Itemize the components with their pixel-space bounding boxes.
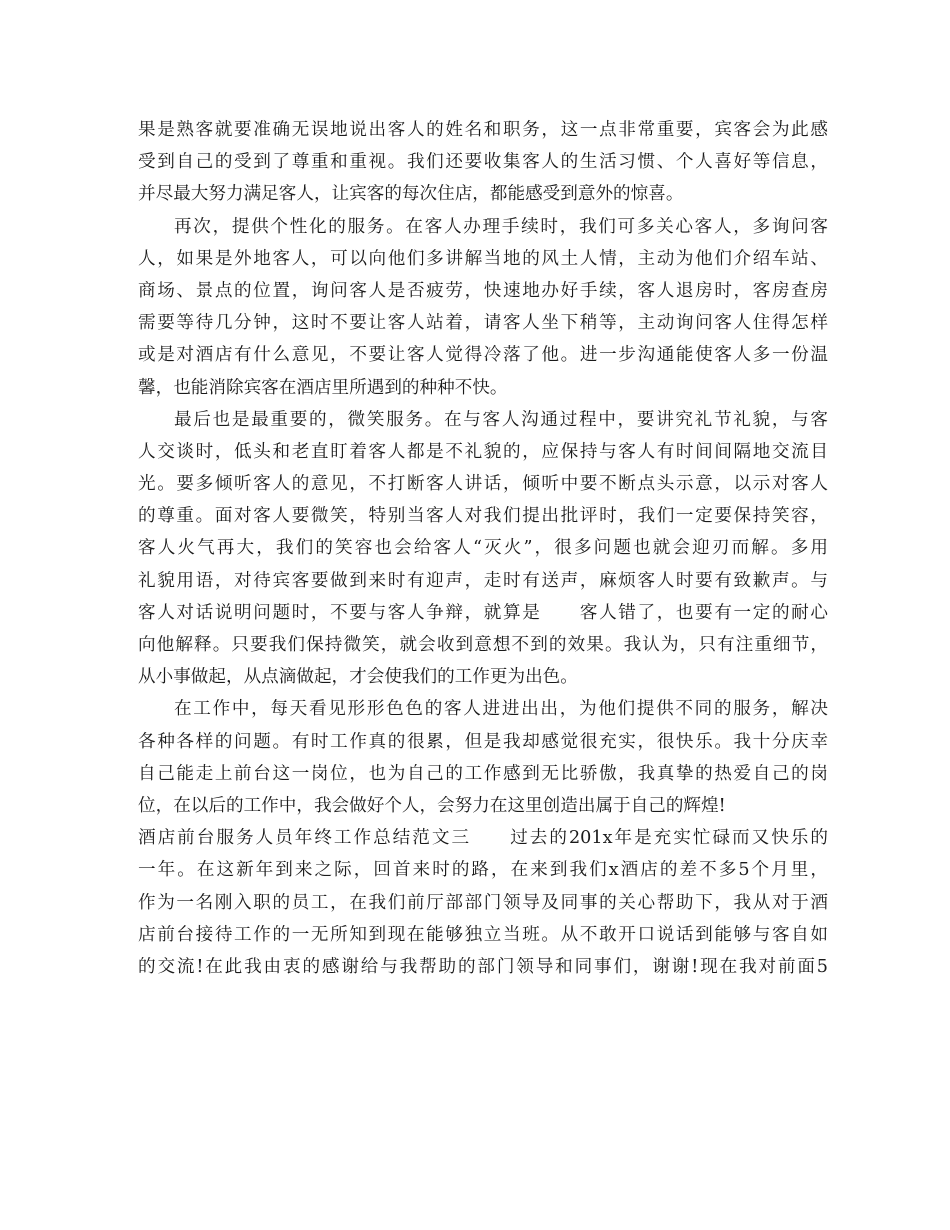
text-line: 的交流!在此我由衷的感谢给与我帮助的部门领导和同事们，谢谢!现在我对前面5 [138, 956, 828, 977]
text-line: 作为一名刚入职的员工，在我们前厅部部门领导及同事的关心帮助下，我从对于酒 [138, 892, 828, 913]
text-line: 礼貌用语，对待宾客要做到来时有迎声，走时有送声，麻烦客人时要有致歉声。与 [138, 570, 828, 591]
text-line: 客人火气再大，我们的笑容也会给客人“灭火”，很多问题也就会迎刃而解。多用 [138, 538, 828, 559]
text-line: 商场、景点的位置，询问客人是否疲劳，快速地办好手续，客人退房时，客房查房 [138, 280, 828, 301]
text-line: 最后也是最重要的，微笑服务。在与客人沟通过程中，要讲究礼节礼貌，与客 [174, 409, 828, 430]
text-line: 馨，也能消除宾客在酒店里所遇到的种种不快。 [138, 377, 508, 398]
text-line: 受到自己的受到了尊重和重视。我们还要收集客人的生活习惯、个人喜好等信息， [138, 152, 828, 173]
text-line: 或是对酒店有什么意见，不要让客人觉得冷落了他。进一步沟通能使客人多一份温 [138, 345, 828, 366]
text-line: 果是熟客就要准确无误地说出客人的姓名和职务，这一点非常重要，宾客会为此感 [138, 120, 828, 140]
text-line: 从小事做起，从点滴做起，才会使我们的工作更为出色。 [138, 667, 578, 688]
text-line: 店前台接待工作的一无所知到现在能够独立当班。从不敢开口说话到能够与客自如 [138, 924, 828, 945]
text-line: 人交谈时，低头和老直盯着客人都是不礼貌的，应保持与客人有时间间隔地交流目 [138, 441, 828, 462]
text-line: 光。要多倾听客人的意见，不打断客人讲话，倾听中要不断点头示意，以示对客人 [138, 474, 828, 495]
text-line: 的尊重。面对客人要微笑，特别当客人对我们提出批评时，我们一定要保持笑容， [138, 506, 828, 527]
text-line: 位，在以后的工作中，我会做好个人，会努力在这里创造出属于自己的辉煌! [138, 795, 726, 816]
text-line: 再次，提供个性化的服务。在客人办理手续时，我们可多关心客人，多询问客 [174, 216, 828, 237]
text-line: 人，如果是外地客人，可以向他们多讲解当地的风土人情，主动为他们介绍车站、 [138, 248, 828, 269]
text-line: 向他解释。只要我们保持微笑，就会收到意想不到的效果。我认为，只有注重细节， [138, 635, 828, 655]
text-line: 在工作中，每天看见形形色色的客人进进出出，为他们提供不同的服务，解决 [174, 699, 828, 720]
text-line: 需要等待几分钟，这时不要让客人站着，请客人坐下稍等，主动询问客人住得怎样 [138, 313, 828, 334]
text-line: 酒店前台服务人员年终工作总结范文三 过去的201x年是充实忙碌而又快乐的 [138, 828, 828, 849]
text-line: 自己能走上前台这一岗位，也为自己的工作感到无比骄傲，我真挚的热爱自己的岗 [138, 763, 828, 784]
text-line: 并尽最大努力满足客人，让宾客的每次住店，都能感受到意外的惊喜。 [138, 184, 684, 205]
text-line: 各种各样的问题。有时工作真的很累，但是我却感觉很充实，很快乐。我十分庆幸 [138, 731, 828, 752]
text-line: 一年。在这新年到来之际，回首来时的路，在来到我们x酒店的差不多5个月里， [138, 860, 828, 881]
text-line: 客人对话说明问题时，不要与客人争辩，就算是 客人错了，也要有一定的耐心 [138, 602, 828, 623]
document-body [138, 114, 828, 983]
